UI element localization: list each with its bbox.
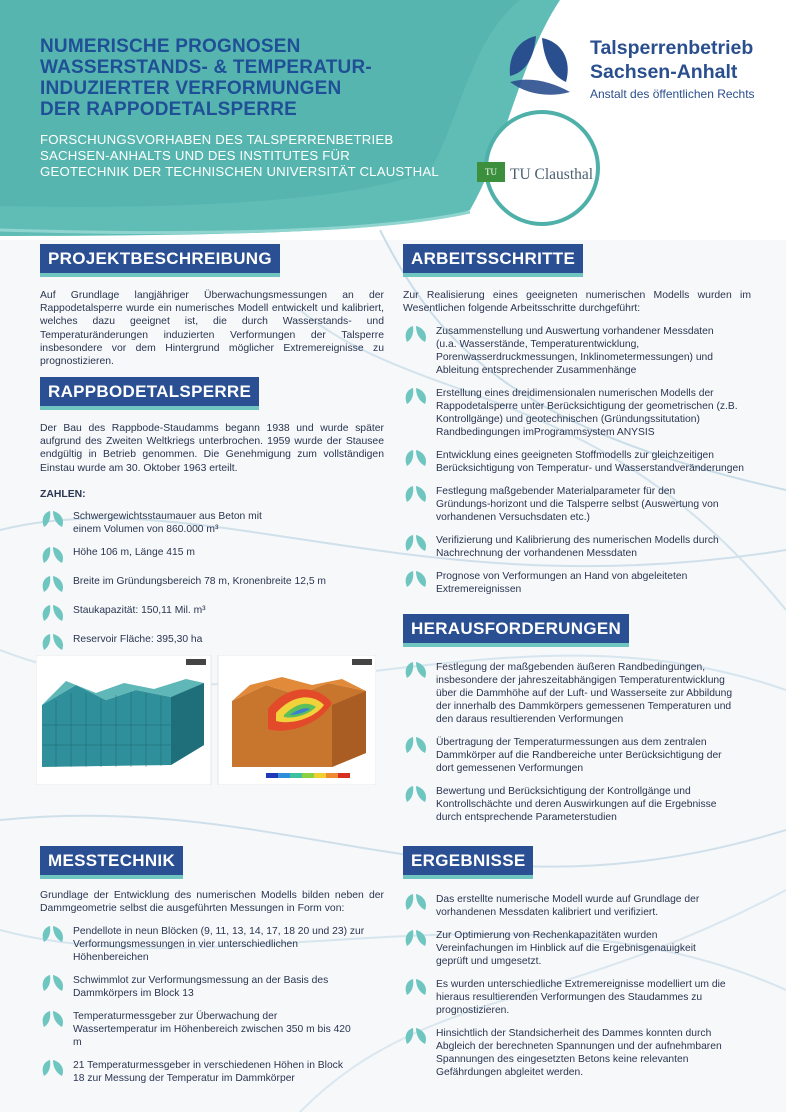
bullet-leaf-icon <box>403 484 429 504</box>
measurement-text: Pendellote in neun Blöcken (9, 11, 13, 14, 17, 18 20 und 23) zur Verformungsmessungen in vier unterschiedlichen Höhenbereichen <box>73 926 365 964</box>
section-heading: RAPPBODETALSPERRE <box>40 377 259 410</box>
list-item <box>403 1027 751 1079</box>
section-ergebnisse <box>403 846 751 1079</box>
list-item <box>403 978 751 1017</box>
logo-subtitle: Anstalt des öffentlichen Rechts <box>590 87 755 101</box>
list-item <box>403 485 751 524</box>
bullet-leaf-icon <box>403 735 429 755</box>
section-herausforderungen <box>403 614 751 824</box>
tu-clausthal-icon: TU <box>477 162 505 182</box>
title-line: INDUZIERTER VERFORMUNGEN <box>40 78 342 99</box>
step-text: Festlegung maßgebender Materialparameter für den Gründungs-horizont und die Talsperre selbst (Auswertung von vorhandenen Versuchsdaten etc.) <box>436 486 719 524</box>
section-projektbeschreibung <box>40 244 384 368</box>
challenge-text: Festlegung der maßgebenden äußeren Randbedingungen, insbesondere der jahreszeitabhängigen Temperaturentwicklung über die Dammhöhe auf der Luft- und Wasserseite zur Abbildung der innerhalb des Dammkörpers gemessenen Temperaturen und den daraus resultierenden Verformungen <box>436 662 733 725</box>
title-line: WASSERSTANDS- & TEMPERATUR- <box>40 57 372 78</box>
list-item <box>403 387 751 439</box>
bullet-leaf-icon <box>403 448 429 468</box>
logo-name-line: Talsperrenbetrieb <box>590 37 754 59</box>
step-text: Entwicklung eines geeigneten Stoffmodells zur gleichzeitigen Berücksichtigung von Temperatur- und Wasserstandveränderungen <box>436 450 744 475</box>
fact-text: Schwergewichtsstaumauer aus Beton mit einem Volumen von 860.000 m³ <box>73 510 262 535</box>
bullet-leaf-icon <box>403 386 429 406</box>
list-item <box>403 736 751 775</box>
section-heading: PROJEKTBESCHREIBUNG <box>40 244 280 277</box>
bullet-leaf-icon <box>403 533 429 553</box>
bullet-leaf-icon <box>403 928 429 948</box>
step-text: Verifizierung und Kalibrierung des numerischen Modells durch Nachrechnung der vorhandenen Messdaten <box>436 535 719 560</box>
section-text: Der Bau des Rappbode-Staudamms begann 1938 und wurde später aufgrund des Zweiten Weltkriegs unterbrochen. 1959 wurde der Stausee endgültig in Betrieb genommen. Die Genehmigung zum vollständigen Einstau wurde am 30. Oktober 1963 erteilt. <box>40 423 384 474</box>
list-item <box>403 534 751 560</box>
measurement-text: Temperaturmessgeber zur Überwachung der Wassertemperatur im Höhenbereich zwischen 350 m bis 420 m <box>73 1011 351 1049</box>
tu-clausthal-name: TU Clausthal <box>510 166 594 183</box>
list-item <box>40 546 384 565</box>
logo-name-line: Sachsen-Anhalt <box>590 61 738 83</box>
bullet-leaf-icon <box>403 977 429 997</box>
bullet-leaf-icon <box>403 784 429 804</box>
section-heading: ERGEBNISSE <box>403 846 533 879</box>
poster-title <box>40 36 500 120</box>
bullet-leaf-icon <box>40 924 66 944</box>
result-text: Das erstellte numerische Modell wurde auf Grundlage der vorhandenen Messdaten kalibriert und verifiziert. <box>436 894 700 918</box>
fact-text: Breite im Gründungsbereich 78 m, Kronenbreite 12,5 m <box>73 575 326 587</box>
step-text: Prognose von Verformungen an Hand von abgeleiteten Extremereignissen <box>436 571 688 596</box>
measurement-text: 21 Temperaturmessgeber in verschiedenen Höhen in Block 18 zur Messung der Temperatur im Dammkörper <box>73 1060 343 1085</box>
section-text: Auf Grundlage langjähriger Überwachungsmessungen an der Rappodetalsperre wurde ein numerisches Modell entwickelt und kalibriert, welches dazu geeignet ist, die durch Wasserstands- und Temperaturänderungen induzierten Verformungen der Talsperre insbesondere vor dem Hintergrund möglicher Extremereignisse zu prognostizieren. <box>40 290 384 368</box>
list-item <box>403 325 751 377</box>
section-text: Grundlage der Entwicklung des numerischen Modells bilden neben der Dammgeometrie selbst die ausgeführten Messungen in Form von: <box>40 890 384 915</box>
list-item <box>403 929 751 968</box>
facts-label: ZAHLEN: <box>40 488 86 500</box>
bullet-leaf-icon <box>403 324 429 344</box>
list-item <box>40 925 384 964</box>
measurement-text: Schwimmlot zur Verformungsmessung an der Basis des Dammkörpers im Block 13 <box>73 975 329 1000</box>
result-text: Es wurden unterschiedliche Extremereignisse modelliert um die hieraus resultierenden Verformungen des Staudammes zu prognostizieren. <box>436 979 726 1016</box>
section-messtechnik <box>40 846 384 1085</box>
challenge-text: Übertragung der Temperaturmessungen aus dem zentralen Dammkörper auf die Randbereiche unter Berücksichtigung der dort gemessenen Verformungen <box>436 737 722 774</box>
bullet-leaf-icon <box>40 509 66 529</box>
list-item <box>40 604 384 623</box>
list-item <box>40 1010 384 1049</box>
bullet-leaf-icon <box>403 1026 429 1046</box>
section-rappbodetalsperre <box>40 377 384 652</box>
talsperrenbetrieb-logo <box>500 30 770 110</box>
list-item <box>403 785 751 824</box>
logo-icon <box>500 32 580 102</box>
list-item <box>403 449 751 475</box>
list-item <box>40 575 384 594</box>
bullet-leaf-icon <box>403 660 429 680</box>
list-item <box>403 661 751 726</box>
result-text: Hinsichtlich der Standsicherheit des Dammes konnten durch Abgleich der berechneten Spannungen und der aufnehmbaren Spannungen des eingesetzten Betons keine relevanten Gefährdungen abgleitet werden. <box>436 1028 722 1078</box>
fem-model-images <box>36 655 376 785</box>
simulation-figures <box>36 655 376 785</box>
challenge-text: Bewertung und Berücksichtigung der Kontrollgänge und Kontrollschächte und deren Auswirkungen auf die Ergebnisse durch entsprechende Parameterstudien <box>436 786 717 823</box>
fact-text: Staukapazität: 150,11 Mil. m³ <box>73 604 206 616</box>
subtitle-line: GEOTECHNIK DER TECHNISCHEN UNIVERSITÄT CLAUSTHAL <box>40 164 439 179</box>
bullet-leaf-icon <box>403 892 429 912</box>
section-text: Zur Realisierung eines geeigneten numerischen Modells wurden im Wesentlichen folgende Arbeitsschritte durchgeführt: <box>403 290 751 315</box>
list-item <box>40 633 384 652</box>
title-block <box>40 36 500 180</box>
fact-text: Höhe 106 m, Länge 415 m <box>73 546 195 558</box>
bullet-leaf-icon <box>40 973 66 993</box>
poster-subtitle <box>40 132 500 180</box>
section-heading: HERAUSFORDERUNGEN <box>403 614 629 647</box>
logo-name <box>590 36 753 84</box>
bullet-leaf-icon <box>40 1009 66 1029</box>
bullet-leaf-icon <box>40 574 66 594</box>
bullet-leaf-icon <box>403 569 429 589</box>
subtitle-line: SACHSEN-ANHALTS UND DES INSTITUTES FÜR <box>40 148 350 163</box>
list-item <box>403 893 751 919</box>
title-line: NUMERISCHE PROGNOSEN <box>40 36 301 57</box>
result-text: Zur Optimierung von Rechenkapazitäten wurden Vereinfachungen im Hinblick auf die Ergebnisgenauigkeit geprüft und umgesetzt. <box>436 930 696 967</box>
list-item <box>403 570 751 596</box>
section-heading: MESSTECHNIK <box>40 846 183 879</box>
bullet-leaf-icon <box>40 632 66 652</box>
title-line: DER RAPPODETALSPERRE <box>40 99 298 120</box>
list-item <box>40 1059 384 1085</box>
bullet-leaf-icon <box>40 1058 66 1078</box>
bullet-leaf-icon <box>40 603 66 623</box>
subtitle-line: FORSCHUNGSVORHABEN DES TALSPERRENBETRIEB <box>40 132 394 147</box>
section-arbeitsschritte <box>403 244 751 596</box>
section-heading: ARBEITSSCHRITTE <box>403 244 583 277</box>
bullet-leaf-icon <box>40 545 66 565</box>
list-item <box>40 510 384 536</box>
step-text: Erstellung eines dreidimensionalen numerischen Modells der Rappodetalsperre unter Berücksichtigung der geometrischen (z.B. Kontrollgänge) und geotechnischen (Gründungssitutation) Randbedingungen imProgrammsystem ANYSIS <box>436 388 738 439</box>
step-text: Zusammenstellung und Auswertung vorhandener Messdaten (u.a. Wasserstände, Temperaturentwicklung, Porenwasserdruckmessungen, Inklinometermessungen) und Ableitung entsprechender Zusammenhänge <box>436 326 714 377</box>
list-item <box>40 974 384 1000</box>
fact-text: Reservoir Fläche: 395,30 ha <box>73 633 203 645</box>
